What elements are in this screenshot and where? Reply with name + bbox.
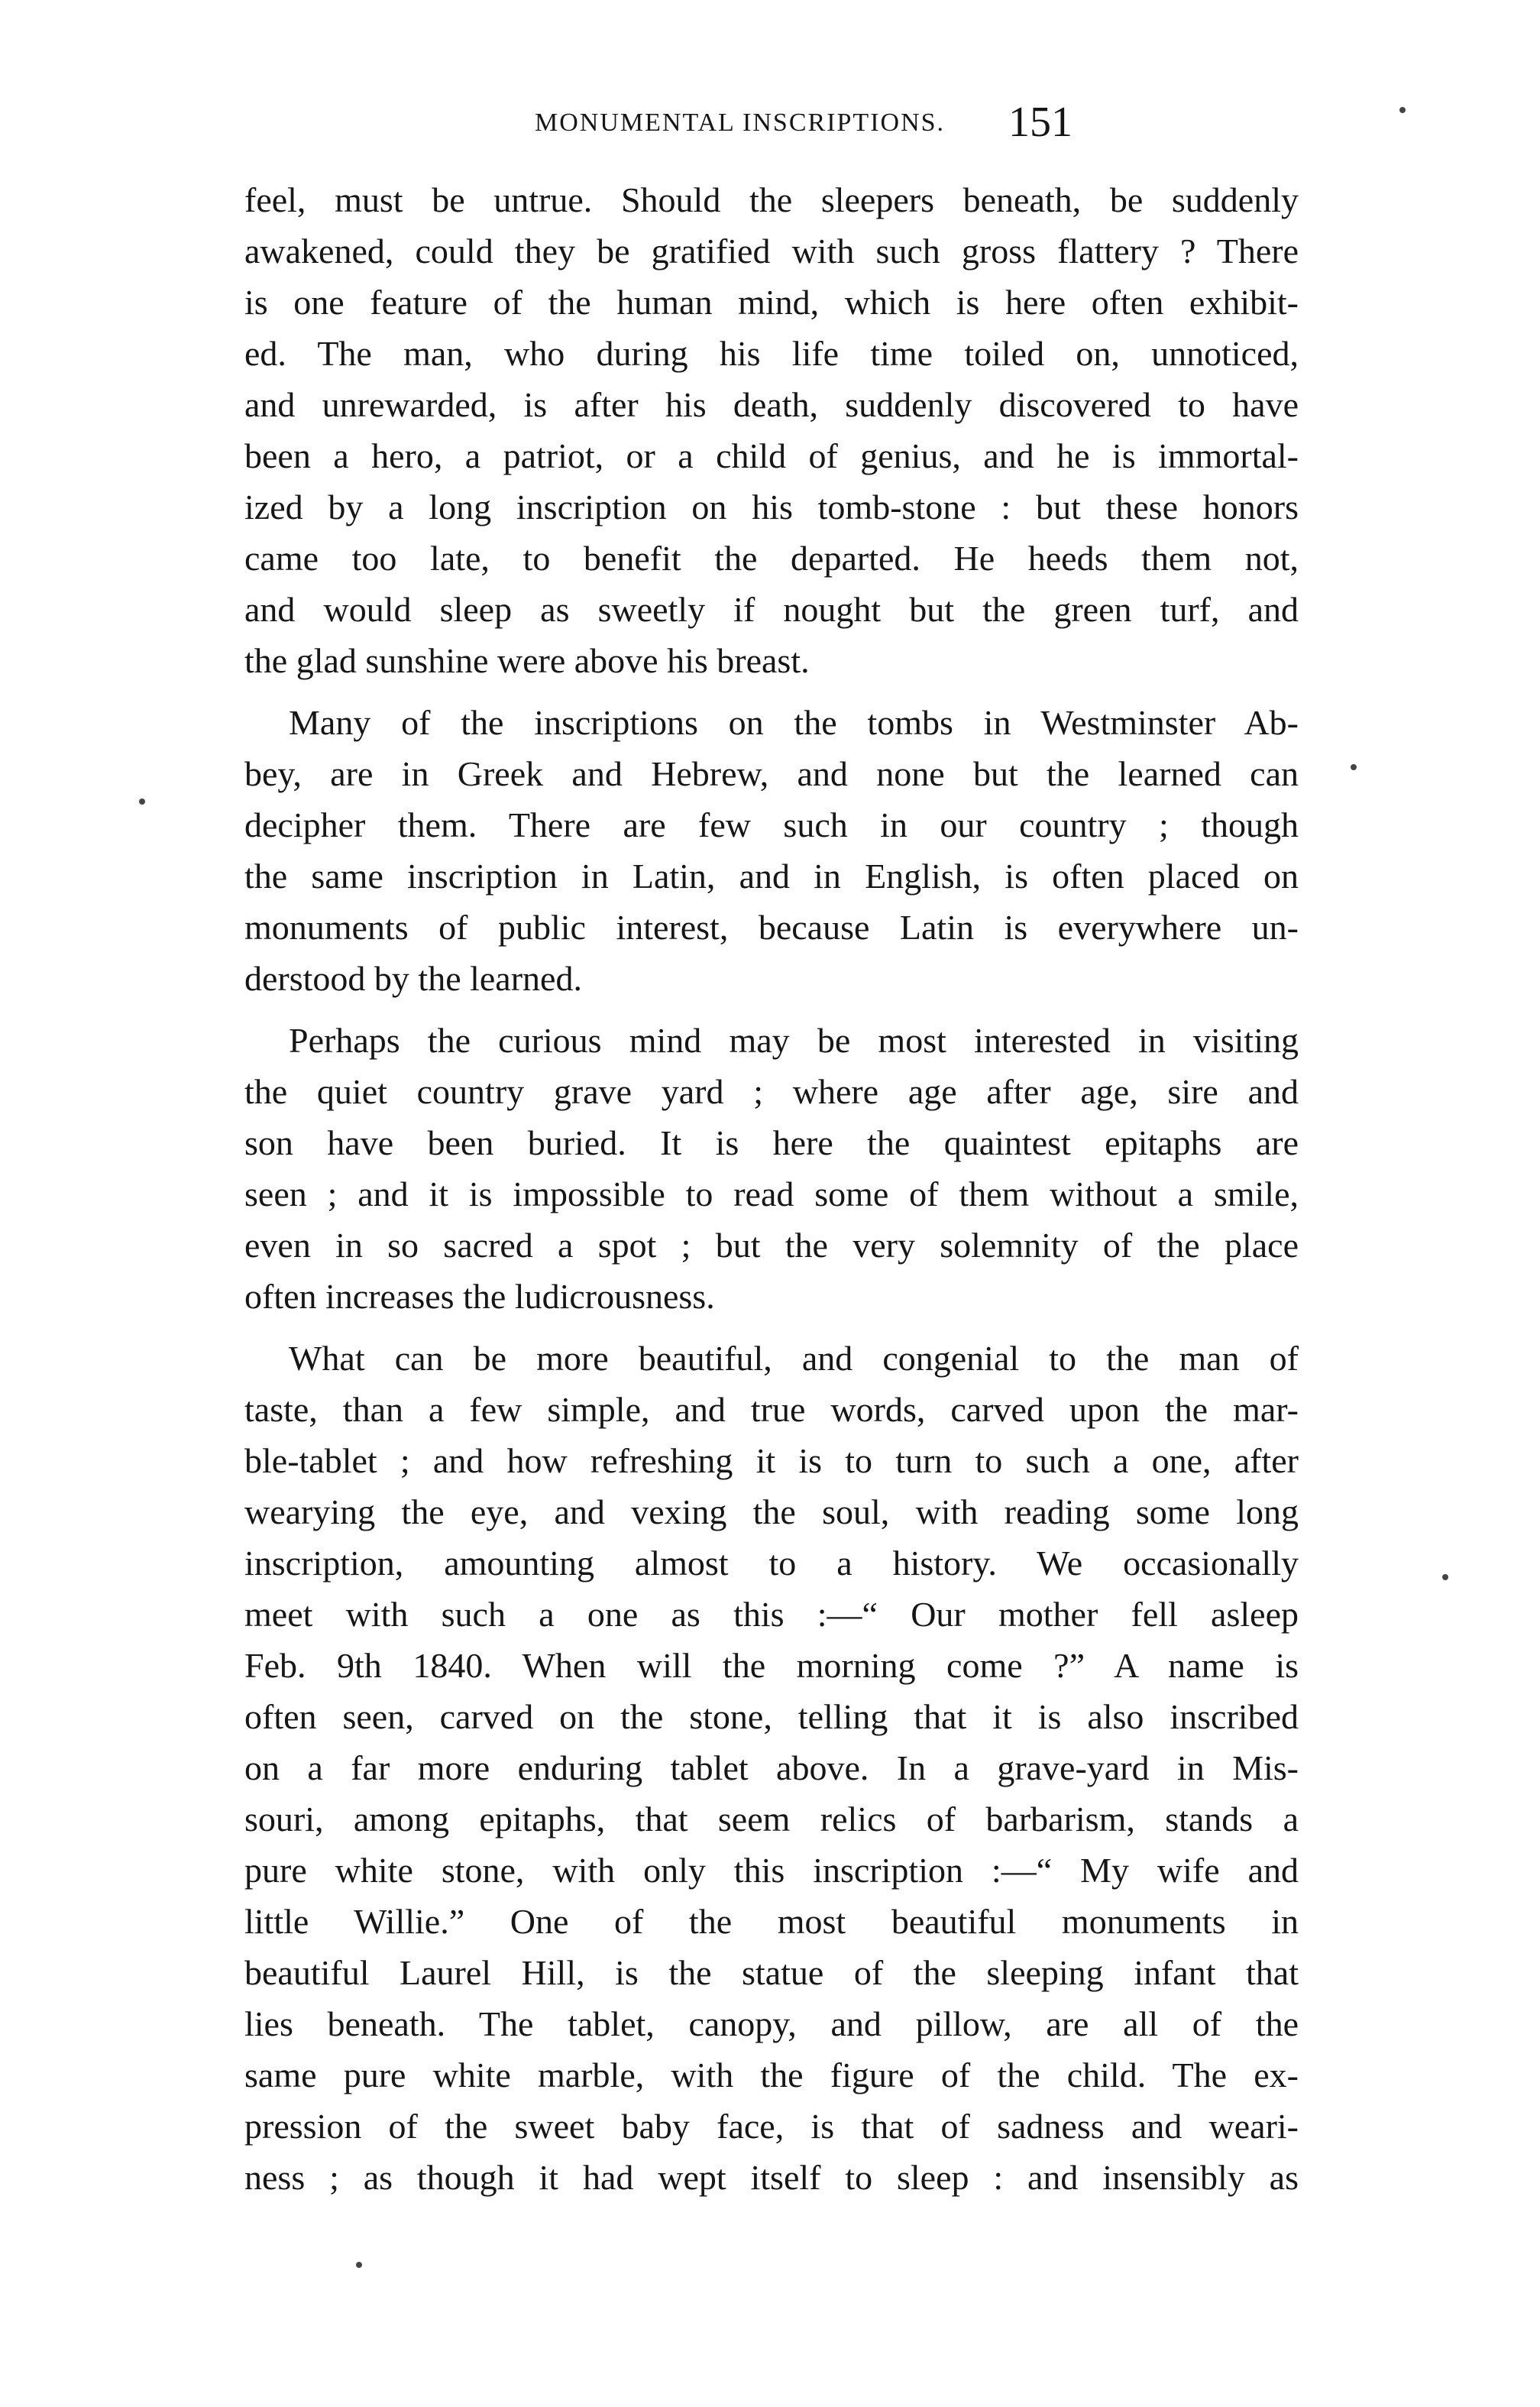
text-line: ed. The man, who during his life time toiled on, unnoticed,: [244, 334, 1299, 373]
text-line: feel, must be untrue. Should the sleepers beneath, be suddenly: [244, 180, 1299, 219]
text-line: Perhaps the curious mind may be most interested in visiting: [289, 1021, 1299, 1060]
body-text: [244, 174, 1299, 2203]
ink-speck: [1351, 764, 1357, 770]
text-line: little Willie.” One of the most beautiful monuments in: [244, 1902, 1299, 1941]
ink-speck: [1399, 107, 1406, 113]
text-line: pure white stone, with only this inscription :—“ My wife and: [244, 1851, 1299, 1890]
text-line: bey, are in Greek and Hebrew, and none but the learned can: [244, 754, 1299, 793]
running-head: MONUMENTAL INSCRIPTIONS.: [535, 109, 946, 137]
ink-speck: [139, 799, 145, 805]
text-line: same pure white marble, with the figure of the child. The ex-: [244, 2056, 1299, 2094]
text-line: is one feature of the human mind, which is here often exhibit-: [244, 283, 1299, 322]
text-line: ized by a long inscription on his tomb-stone : but these honors: [244, 488, 1299, 526]
text-line: and would sleep as sweetly if nought but the green turf, and: [244, 590, 1299, 629]
text-line: often seen, carved on the stone, telling that it is also inscribed: [244, 1697, 1299, 1736]
text-line: often increases the ludicrousness.: [244, 1277, 715, 1316]
paragraph: [244, 697, 1299, 1004]
page-header: [244, 98, 1299, 151]
page-number: 151: [1008, 99, 1072, 146]
text-line: came too late, to benefit the departed. He heeds them not,: [244, 539, 1299, 578]
text-line: meet with such a one as this :—“ Our mother fell asleep: [244, 1595, 1299, 1634]
paragraph: [244, 1333, 1299, 2203]
text-line: monuments of public interest, because Latin is everywhere un-: [244, 908, 1299, 947]
text-line: son have been buried. It is here the quaintest epitaphs are: [244, 1123, 1299, 1162]
text-line: been a hero, a patriot, or a child of genius, and he is immortal-: [244, 436, 1299, 475]
text-line: ble-tablet ; and how refreshing it is to turn to such a one, after: [244, 1441, 1299, 1480]
paragraph: [244, 1015, 1299, 1322]
text-line: pression of the sweet baby face, is that of sadness and weari-: [244, 2107, 1299, 2146]
text-line: and unrewarded, is after his death, suddenly discovered to have: [244, 385, 1299, 424]
text-line: inscription, amounting almost to a history. We occasionally: [244, 1544, 1299, 1583]
ink-speck: [356, 2262, 362, 2268]
text-line: wearying the eye, and vexing the soul, with reading some long: [244, 1492, 1299, 1531]
text-line: Feb. 9th 1840. When will the morning come ?” A name is: [244, 1646, 1299, 1685]
paragraph: [244, 174, 1299, 686]
text-line: on a far more enduring tablet above. In a grave-yard in Mis-: [244, 1748, 1299, 1787]
text-line: derstood by the learned.: [244, 959, 582, 998]
text-line: even in so sacred a spot ; but the very solemnity of the place: [244, 1226, 1299, 1265]
text-line: the same inscription in Latin, and in English, is often placed on: [244, 857, 1299, 896]
text-line: the quiet country grave yard ; where age after age, sire and: [244, 1072, 1299, 1111]
text-line: decipher them. There are few such in our country ; though: [244, 805, 1299, 844]
text-line: taste, than a few simple, and true words, carved upon the mar-: [244, 1390, 1299, 1429]
text-line: souri, among epitaphs, that seem relics of barbarism, stands a: [244, 1800, 1299, 1838]
text-line: seen ; and it is impossible to read some of them without a smile,: [244, 1174, 1299, 1213]
ink-speck: [1442, 1574, 1448, 1580]
text-line: awakened, could they be gratified with such gross flattery ? There: [244, 232, 1299, 271]
text-line: beautiful Laurel Hill, is the statue of the sleeping infant that: [244, 1953, 1299, 1992]
text-line: What can be more beautiful, and congenial to the man of: [289, 1339, 1299, 1378]
text-line: Many of the inscriptions on the tombs in Westminster Ab-: [289, 703, 1299, 742]
text-line: lies beneath. The tablet, canopy, and pillow, are all of the: [244, 2004, 1299, 2043]
text-line: the glad sunshine were above his breast.: [244, 641, 810, 680]
text-line: ness ; as though it had wept itself to sleep : and insensibly as: [244, 2158, 1299, 2197]
